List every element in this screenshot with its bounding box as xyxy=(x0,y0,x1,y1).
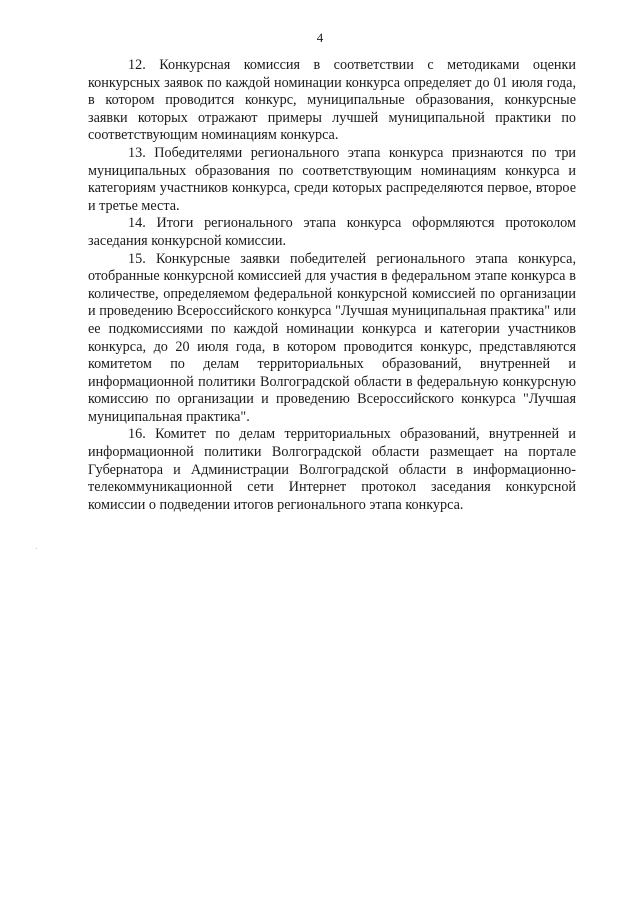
paragraph-14: 14. Итоги регионального этапа конкурса оформляются протоколом заседания конкурсной комиссии. xyxy=(88,215,576,249)
scan-speck xyxy=(36,548,37,549)
paragraph-13: 13. Победителями регионального этапа конкурса признаются по три муниципальных образования по соответствующим номинациям конкурса и категориям участников конкурса, среди которых распределяются первое, второе и третье места. xyxy=(88,144,576,214)
paragraph-15: 15. Конкурсные заявки победителей регионального этапа конкурса, отобранные конкурсной комиссией для участия в федеральном этапе конкурса в количестве, определяемом федеральной конкурсной комиссией по организации и проведению Всероссийского конкурса "Лучшая муниципальная практика" или ее подкомиссиями по каждой номинации конкурса и категории участников конкурса, до 20 июля года, в котором проводится конкурс, представляются комитетом по делам территориальных образований, внутренней и информационной политики Волгоградской области в федеральную конкурсную комиссию по организации и проведению Всероссийского конкурса "Лучшая муниципальная практика". xyxy=(88,250,576,425)
page-number: 4 xyxy=(316,30,324,45)
paragraph-16: 16. Комитет по делам территориальных образований, внутренней и информационной политики Волгоградской области размещает на портале Губернатора и Администрации Волгоградской области в информационно-телекоммуникационной сети Интернет протокол заседания конкурсной комиссии о подведении итогов регионального этапа конкурса. xyxy=(88,426,576,513)
document-body xyxy=(88,57,576,514)
paragraph-12: 12. Конкурсная комиссия в соответствии с методиками оценки конкурсных заявок по каждой номинации конкурса определяет до 01 июля года, в котором проводится конкурс, муниципальные образования, конкурсные заявки которых отражают примеры лучшей муниципальной практики по соответствующим номинациям конкурса. xyxy=(88,57,576,144)
